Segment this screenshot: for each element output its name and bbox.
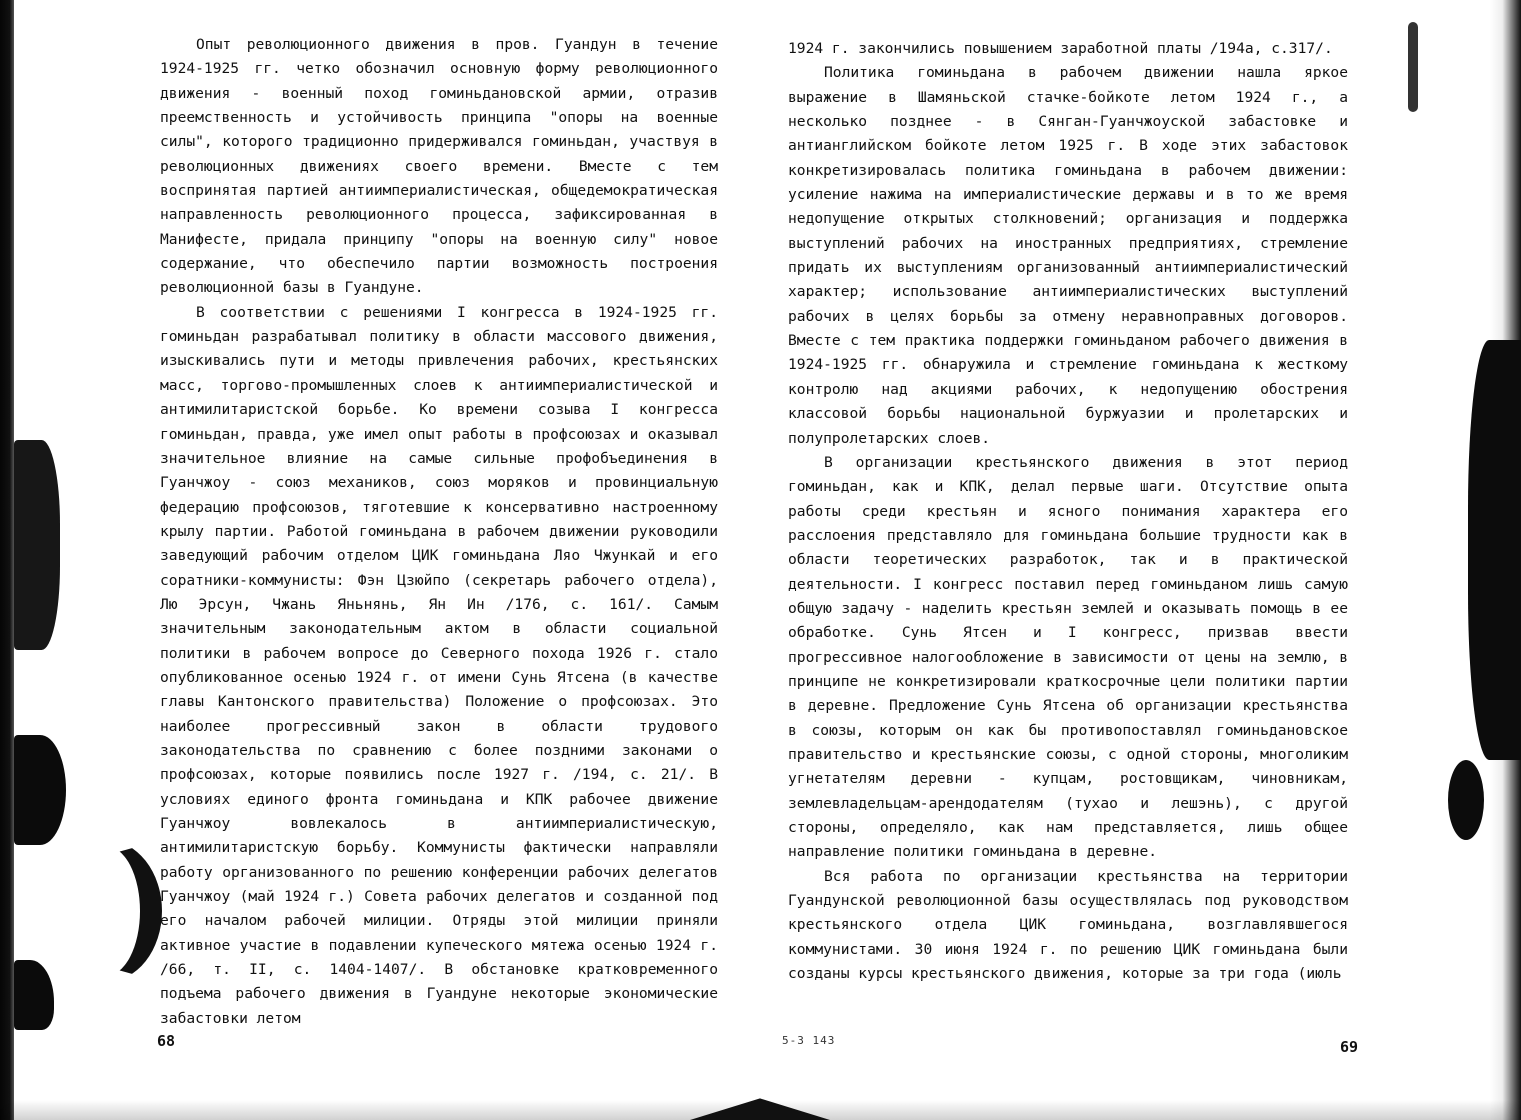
scan-smudge bbox=[1408, 22, 1418, 112]
page-number: 69 bbox=[1340, 1038, 1359, 1056]
left-page-text bbox=[160, 33, 718, 1031]
paragraph: Опыт революционного движения в пров. Гуандун в течение 1924-1925 гг. четко обозначил основную форму революционного движения - военный поход гоминьдановской армии, отразив преемственность и устойчивость принципа "опоры на военные силы", которого традиционно придерживался гоминьдан, участвуя в революционных движениях своего времени. Вместе с тем воспринятая партией антиимпериалистическая, общедемократическая направленность революционного процесса, зафиксированная в Манифесте, придала принципу "опоры на военную силу" новое содержание, что обеспечило партии возможность построения революционной базы в Гуандуне. bbox=[160, 36, 718, 297]
paragraph: В соответствии с решениями I конгресса в 1924-1925 гг. гоминьдан разрабатывал политику в области массового движения, изыскивались пути и методы привлечения рабочих, крестьянских масс, торгово-промышленных слоев к антиимпериалистической и антимилитаристской борьбе. Ко времени созыва I конгресса гоминьдан, правда, уже имел опыт работы в профсоюзах и оказывал значительное влияние на самые сильные профобъединения в Гуанчжоу - союз механиков, союз моряков и провинциальную федерацию профсоюзов, тяготевшие к консервативно настроенному крылу партии. Работой гоминьдана в рабочем движении руководили заведующий рабочим отделом ЦИК гоминьдана Ляо Чжункай и его соратники-коммунисты: Фэн Цзюйпо (секретарь рабочего отдела), Лю Эрсун, Чжань Яньнянь, Ян Ин /176, с. 161/. Самым значительным законодательным актом в области социальной политики в рабочем вопросе до Северного похода 1926 г. стало опубликованное осенью 1924 г. от имени Сунь Ятсена (в качестве главы Кантонского правительства) Положение о профсоюзах. Это наиболее прогрессивный закон в области трудового законодательства по сравнению с более поздними законами о профсоюзах, которые появились после 1927 г. /194, с. 21/. В условиях единого фронта гоминьдана и КПК рабочее движение Гуанчжоу вовлекалось в антиимпериалистическую, антимилитаристскую борьбу. Коммунисты фактически направляли работу организованного по решению конференции рабочих делегатов Гуанчжоу (май 1924 г.) Совета рабочих делегатов и созданной под его началом рабочей милиции. Отряды этой милиции приняли активное участие в подавлении купеческого мятежа осенью 1924 г. /66, т. II, с. 1404-1407/. В обстановке кратковременного подъема рабочего движения в Гуандуне некоторые экономические забастовки летом bbox=[160, 303, 718, 1027]
scan-smudge bbox=[1468, 340, 1521, 760]
scan-smudge bbox=[1448, 760, 1484, 840]
paragraph: 1924 г. закончились повышением заработной платы /194а, с.317/. bbox=[788, 40, 1333, 57]
page-number: 68 bbox=[157, 1032, 176, 1050]
right-page-text bbox=[788, 37, 1348, 986]
paragraph: Политика гоминьдана в рабочем движении нашла яркое выражение в Шамяньской стачке-бойкоте летом 1924 г., а несколько позднее - в Сянган-Гуанчжоуской забастовке и антианглийском бойкоте летом 1925 г. В ходе этих забастовок конкретизировалась политика гоминьдана в рабочем движении: усиление нажима на империалистические державы и в то же время недопущение открытых столкновений; организация и поддержка выступлений рабочих на иностранных предприятиях, стремление придать их выступлениям организованный антиимпериалистический характер; использование антиимпериалистических выступлений рабочих в целях борьбы за отмену неравноправных договоров. Вместе с тем практика поддержки гоминьданом рабочего движения в 1924-1925 гг. обнаружила и стремление гоминьдана к жесткому контролю над акциями рабочих, к недопущению обострения классовой борьбы национальной буржуазии и пролетарских и полупролетарских слоев. bbox=[788, 64, 1348, 447]
paragraph: В организации крестьянского движения в этот период гоминьдан, как и КПК, делал первые шаги. Отсутствие опыта работы среди крестьян и ясного понимания характера его расслоения представляло для гоминьдана большие трудности как в области теоретических разработок, так и в практической деятельности. I конгресс поставил перед гоминьданом лишь самую общую задачу - наделить крестьян землей и оказывать помощь в ее обработке. Сунь Ятсен и I конгресс, призвав ввести прогрессивное налогообложение в зависимости от цены на землю, в принципе не конкретизировали краткосрочные цели политики партии в деревне. Предложение Сунь Ятсена об организации крестьянства в союзы, которым он как бы противопоставлял гоминьдановское правительство и крестьянские союзы, с одной стороны, многоликим угнетателям деревни - купцам, ростовщикам, чиновникам, землевладельцам-арендодателям (тухао и лешэнь), с другой стороны, определяло, как нам представляется, лишь общее направление политики гоминьдана в деревне. bbox=[788, 453, 1348, 861]
right-page bbox=[760, 0, 1521, 1120]
left-page bbox=[0, 0, 760, 1120]
paragraph: Вся работа по организации крестьянства на территории Гуандунской революционной базы осуществлялась под руководством крестьянского отдела ЦИК гоминьдана, возглавлявшегося коммунистами. 30 июня 1924 г. по решению ЦИК гоминьдана были созданы курсы крестьянского движения, которые за три года (июль bbox=[788, 867, 1348, 983]
printer-signature: 5-3 143 bbox=[782, 1034, 836, 1047]
